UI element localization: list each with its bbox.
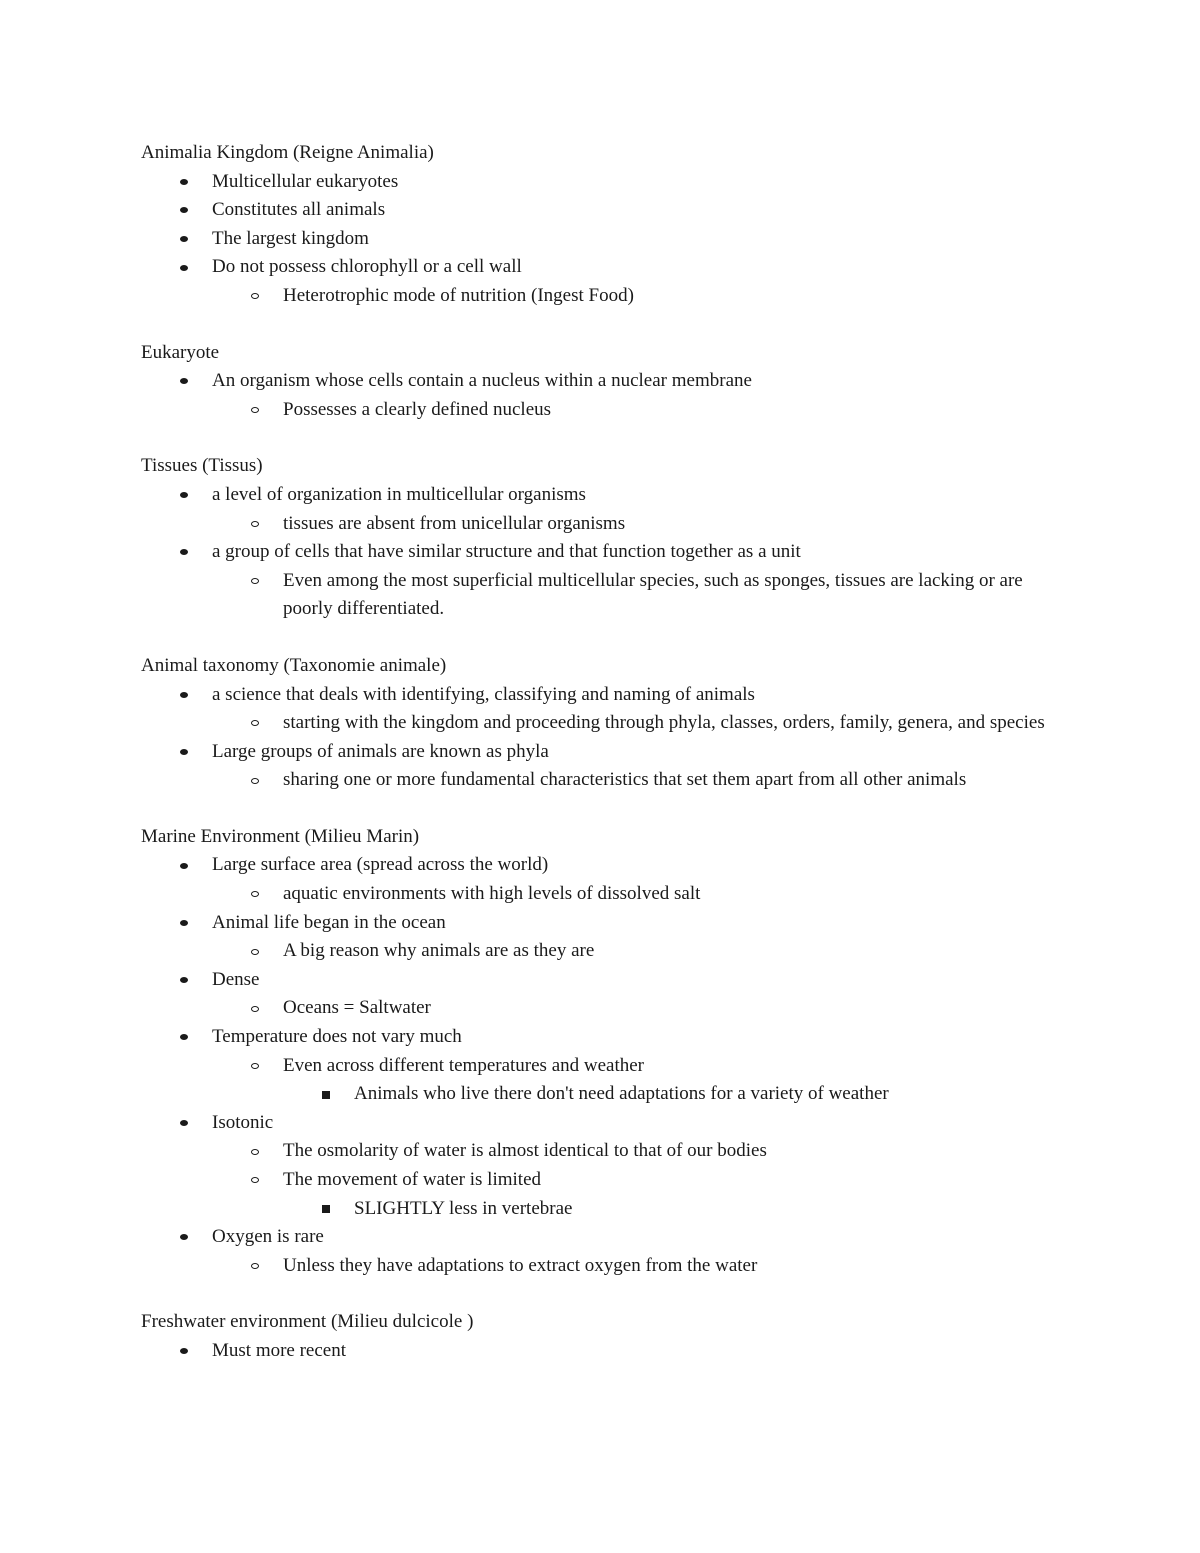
list-item-row xyxy=(141,1223,1071,1252)
list-item-row xyxy=(141,538,1071,567)
list-item-row xyxy=(141,994,1071,1023)
bullet-disc-icon xyxy=(177,851,191,880)
bullet-circle-icon xyxy=(248,766,262,795)
list-item xyxy=(141,1080,1071,1109)
bullet-circle-icon xyxy=(248,1166,262,1195)
list-item-text: Large surface area (spread across the world) xyxy=(212,854,549,876)
list-item-row xyxy=(141,510,1071,539)
bullet-list-level-2 xyxy=(141,282,1071,311)
list-item-row xyxy=(141,282,1071,311)
list-item-row xyxy=(141,567,1071,624)
bullet-list-level-2 xyxy=(141,510,1071,539)
list-item-text: Isotonic xyxy=(212,1111,274,1133)
list-item-row xyxy=(141,766,1071,795)
bullet-list-level-2 xyxy=(141,396,1071,425)
bullet-list-level-1 xyxy=(141,1337,1071,1366)
list-item xyxy=(141,1223,1071,1280)
list-item xyxy=(141,880,1071,909)
list-item-text: The osmolarity of water is almost identical to that of our bodies xyxy=(283,1140,767,1162)
list-item-text: starting with the kingdom and proceeding through phyla, classes, orders, family, genera, and species xyxy=(283,712,1045,734)
bullet-list-level-2 xyxy=(141,880,1071,909)
bullet-disc-icon xyxy=(177,481,191,510)
list-item-text: a level of organization in multicellular organisms xyxy=(212,483,586,505)
list-item-text: Oceans = Saltwater xyxy=(283,997,431,1019)
list-item xyxy=(141,766,1071,795)
list-item-row xyxy=(141,1166,1071,1195)
bullet-disc-icon xyxy=(177,966,191,995)
bullet-list-level-1 xyxy=(141,367,1071,424)
list-item-row xyxy=(141,196,1071,225)
bullet-circle-icon xyxy=(248,282,262,311)
section-heading: Tissues (Tissus) xyxy=(141,455,263,477)
list-item-text: tissues are absent from unicellular organisms xyxy=(283,512,626,534)
notes-section xyxy=(141,652,1071,795)
bullet-circle-icon xyxy=(248,994,262,1023)
bullet-list-level-2 xyxy=(141,1052,1071,1109)
list-item-text: Do not possess chlorophyll or a cell wall xyxy=(212,256,522,278)
list-item-text: Multicellular eukaryotes xyxy=(212,170,399,192)
bullet-circle-icon xyxy=(248,510,262,539)
bullet-disc-icon xyxy=(177,168,191,197)
bullet-disc-icon xyxy=(177,1337,191,1366)
list-item xyxy=(141,681,1071,738)
bullet-circle-icon xyxy=(248,880,262,909)
list-item-row xyxy=(141,851,1071,880)
bullet-list-level-2 xyxy=(141,937,1071,966)
list-item-text: Must more recent xyxy=(212,1339,347,1361)
list-item-text: The movement of water is limited xyxy=(283,1169,542,1190)
bullet-disc-icon xyxy=(177,681,191,710)
bullet-circle-icon xyxy=(248,1137,262,1166)
bullet-list-level-2 xyxy=(141,709,1071,738)
list-item xyxy=(141,196,1071,225)
list-item-row xyxy=(141,396,1071,425)
notes-section xyxy=(141,1308,1071,1365)
list-item-text: sharing one or more fundamental characteristics that set them apart from all other animals xyxy=(283,769,967,791)
notes-section xyxy=(141,139,1071,311)
bullet-circle-icon xyxy=(248,937,262,966)
list-item xyxy=(141,1109,1071,1223)
bullet-square-icon xyxy=(319,1195,333,1224)
list-item-row xyxy=(141,709,1071,738)
list-item-row xyxy=(141,681,1071,710)
bullet-square-icon xyxy=(319,1080,333,1109)
list-item-row xyxy=(141,880,1071,909)
list-item-text: An organism whose cells contain a nucleus within a nuclear membrane xyxy=(212,370,752,392)
list-item-text: The largest kingdom xyxy=(212,227,369,249)
bullet-disc-icon xyxy=(177,909,191,938)
list-item-row xyxy=(141,1052,1071,1081)
bullet-list-level-2 xyxy=(141,567,1071,624)
bullet-circle-icon xyxy=(248,1052,262,1081)
list-item-text: Even among the most superficial multicellular species, such as sponges, tissues are lacking or are poorly differentiated. xyxy=(283,569,1023,620)
section-heading: Animal taxonomy (Taxonomie animale) xyxy=(141,654,447,676)
list-item-row xyxy=(141,937,1071,966)
list-item-text: Even across different temperatures and weather xyxy=(283,1054,645,1076)
list-item-row xyxy=(141,1023,1071,1052)
list-item xyxy=(141,1166,1071,1223)
list-item-text: Unless they have adaptations to extract oxygen from the water xyxy=(283,1254,758,1276)
bullet-list-level-2 xyxy=(141,1252,1071,1281)
list-item-text: Animals who live there don't need adaptations for a variety of weather xyxy=(354,1083,889,1105)
list-item-row xyxy=(141,1109,1071,1138)
list-item-text: Animal life began in the ocean xyxy=(212,911,446,933)
bullet-list-level-2 xyxy=(141,1137,1071,1223)
list-item-row xyxy=(141,253,1071,282)
list-item-row xyxy=(141,1137,1071,1166)
list-item xyxy=(141,1137,1071,1166)
list-item xyxy=(141,966,1071,1023)
list-item xyxy=(141,253,1071,310)
list-item-row xyxy=(141,909,1071,938)
list-item-text: Large groups of animals are known as phyla xyxy=(212,740,549,762)
notes-section xyxy=(141,339,1071,425)
bullet-circle-icon xyxy=(248,1252,262,1281)
list-item xyxy=(141,1023,1071,1109)
list-item-row xyxy=(141,481,1071,510)
bullet-disc-icon xyxy=(177,367,191,396)
bullet-list-level-1 xyxy=(141,851,1071,1280)
bullet-list-level-1 xyxy=(141,481,1071,624)
list-item xyxy=(141,738,1071,795)
list-item xyxy=(141,994,1071,1023)
section-heading: Marine Environment (Milieu Marin) xyxy=(141,825,420,847)
list-item xyxy=(141,396,1071,425)
list-item-row xyxy=(141,1252,1071,1281)
bullet-disc-icon xyxy=(177,253,191,282)
list-item-row xyxy=(141,1337,1071,1366)
list-item xyxy=(141,851,1071,908)
bullet-list-level-1 xyxy=(141,681,1071,795)
list-item xyxy=(141,937,1071,966)
list-item-text: Constitutes all animals xyxy=(212,199,386,221)
bullet-list-level-1 xyxy=(141,168,1071,311)
notes-section xyxy=(141,823,1071,1281)
list-item xyxy=(141,168,1071,197)
list-item xyxy=(141,1252,1071,1281)
bullet-disc-icon xyxy=(177,1223,191,1252)
list-item-row xyxy=(141,738,1071,767)
section-heading: Freshwater environment (Milieu dulcicole ) xyxy=(141,1311,474,1333)
bullet-list-level-2 xyxy=(141,994,1071,1023)
bullet-disc-icon xyxy=(177,1109,191,1138)
list-item-text: aquatic environments with high levels of dissolved salt xyxy=(283,883,701,905)
list-item xyxy=(141,367,1071,424)
list-item xyxy=(141,282,1071,311)
list-item xyxy=(141,1337,1071,1366)
list-item-text: A big reason why animals are as they are xyxy=(283,940,595,962)
list-item-row xyxy=(141,1195,1071,1224)
list-item xyxy=(141,510,1071,539)
list-item-row xyxy=(141,966,1071,995)
bullet-disc-icon xyxy=(177,738,191,767)
section-heading: Eukaryote xyxy=(141,341,220,363)
list-item-text: Temperature does not vary much xyxy=(212,1026,462,1048)
list-item-row xyxy=(141,168,1071,197)
list-item xyxy=(141,909,1071,966)
list-item-row xyxy=(141,367,1071,396)
list-item xyxy=(141,1195,1071,1224)
list-item xyxy=(141,538,1071,624)
list-item-text: Possesses a clearly defined nucleus xyxy=(283,398,552,420)
list-item xyxy=(141,709,1071,738)
list-item xyxy=(141,1052,1071,1109)
bullet-disc-icon xyxy=(177,196,191,225)
bullet-circle-icon xyxy=(248,567,262,596)
list-item-text: SLIGHTLY less in vertebrae xyxy=(354,1197,573,1219)
bullet-disc-icon xyxy=(177,1023,191,1052)
section-heading: Animalia Kingdom (Reigne Animalia) xyxy=(141,142,434,163)
bullet-circle-icon xyxy=(248,396,262,425)
list-item xyxy=(141,481,1071,538)
list-item xyxy=(141,225,1071,254)
list-item-text: Heterotrophic mode of nutrition (Ingest Food) xyxy=(283,284,634,306)
list-item-text: Dense xyxy=(212,968,260,990)
list-item-text: a group of cells that have similar structure and that function together as a unit xyxy=(212,541,801,563)
list-item-text: a science that deals with identifying, classifying and naming of animals xyxy=(212,683,755,705)
bullet-disc-icon xyxy=(177,538,191,567)
list-item-row xyxy=(141,225,1071,254)
bullet-list-level-3 xyxy=(141,1080,1071,1109)
list-item-text: Oxygen is rare xyxy=(212,1226,324,1248)
bullet-list-level-3 xyxy=(141,1195,1071,1224)
notes-section xyxy=(141,452,1071,624)
bullet-circle-icon xyxy=(248,709,262,738)
list-item-row xyxy=(141,1080,1071,1109)
notes-body xyxy=(141,139,1071,1394)
bullet-list-level-2 xyxy=(141,766,1071,795)
bullet-disc-icon xyxy=(177,225,191,254)
list-item xyxy=(141,567,1071,624)
